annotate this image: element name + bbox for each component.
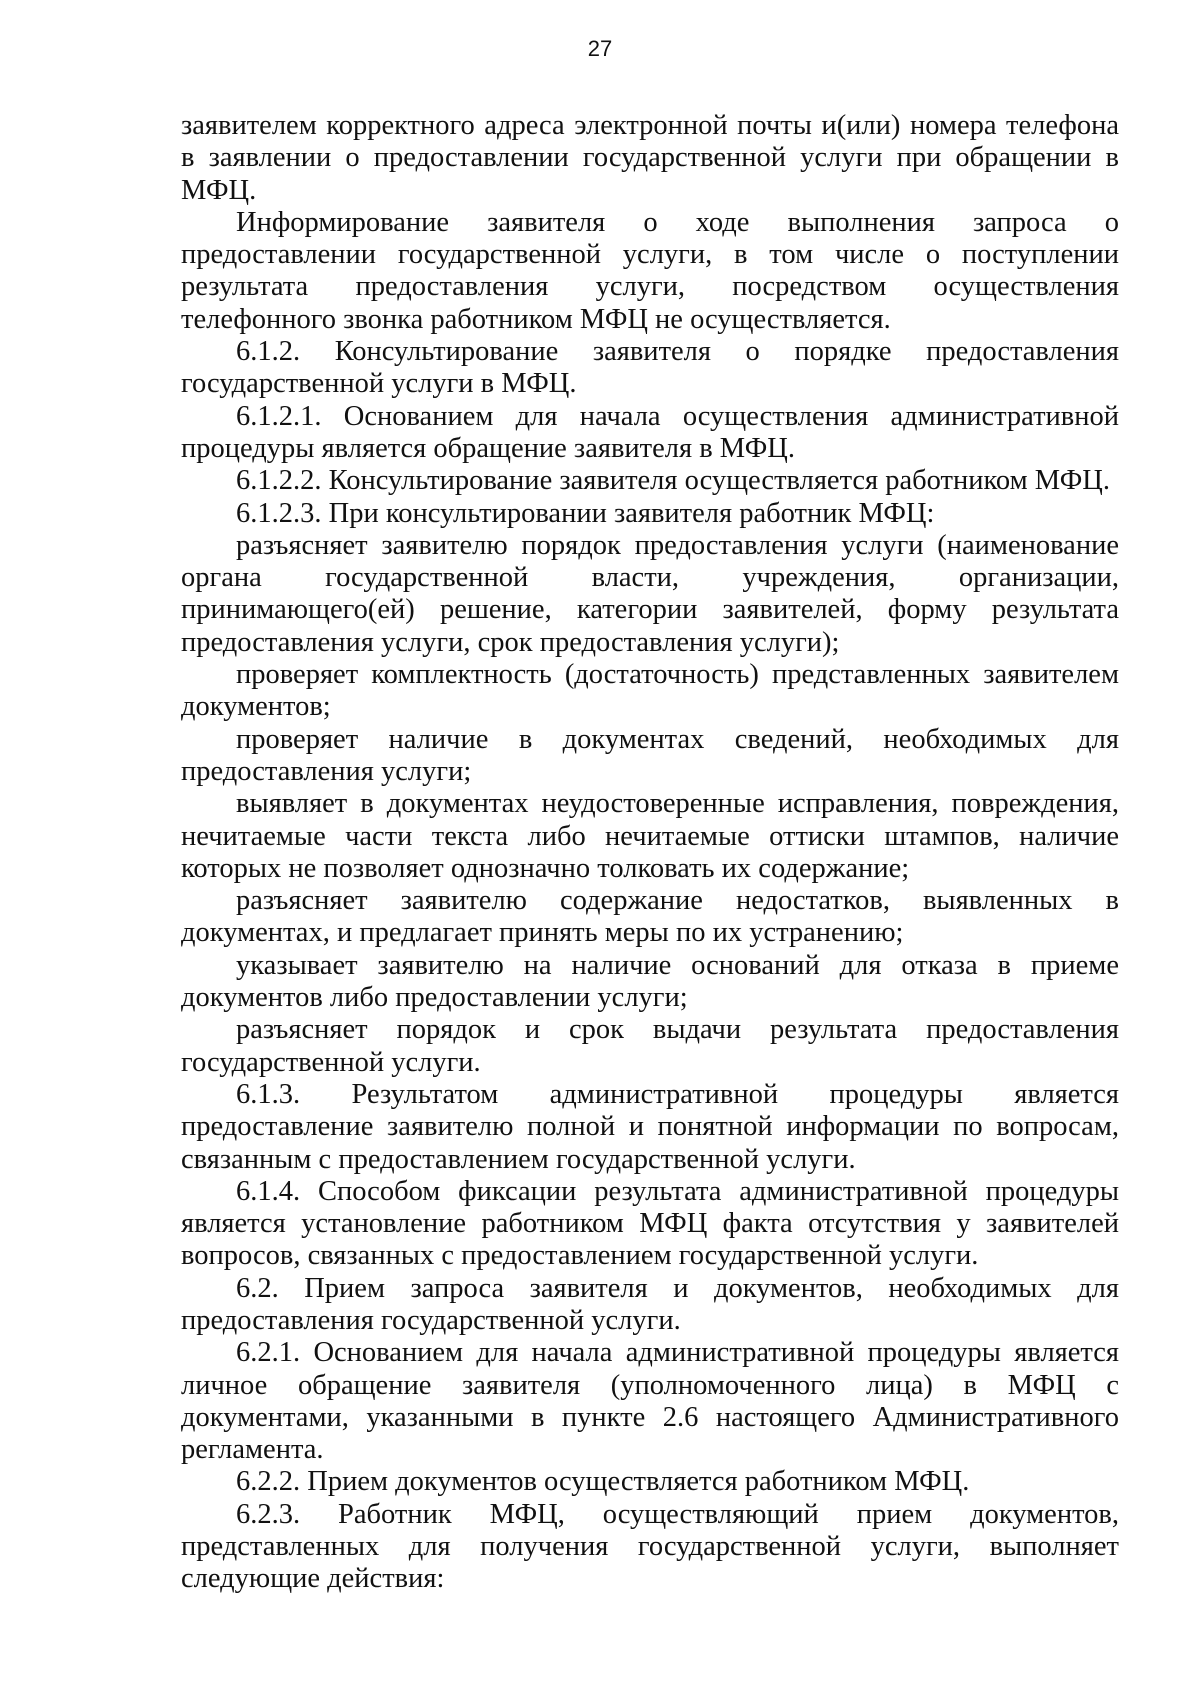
paragraph: разъясняет заявителю содержание недостатков, выявленных в документах, и предлагает принять меры по их устранению; [181, 885, 1119, 949]
document-body [181, 110, 1119, 1596]
paragraph: 6.1.2.1. Основанием для начала осуществления административной процедуры является обращение заявителя в МФЦ. [181, 400, 1119, 464]
paragraph: проверяет комплектность (достаточность) представленных заявителем документов; [181, 659, 1119, 723]
paragraph: 6.1.2.2. Консультирование заявителя осуществляется работником МФЦ. [236, 465, 1110, 497]
paragraph: 6.2.3. Работник МФЦ, осуществляющий прием документов, представленных для получения государственной услуги, выполняет следующие действия: [181, 1498, 1119, 1595]
paragraph: 6.2. Прием запроса заявителя и документов, необходимых для предоставления государственной услуги. [181, 1272, 1119, 1336]
paragraph: указывает заявителю на наличие оснований для отказа в приеме документов либо предоставлении услуги; [181, 949, 1119, 1014]
paragraph: 6.1.3. Результатом административной процедуры является предоставление заявителю полной и понятной информации по вопросам, связанным с предоставлением государственной услуги. [181, 1078, 1119, 1175]
paragraph: 6.2.1. Основанием для начала административной процедуры является личное обращение заявителя (уполномоченного лица) в МФЦ с документами, указанными в пункте 2.6 настоящего Административного регламента. [181, 1337, 1119, 1466]
paragraph: Информирование заявителя о ходе выполнения запроса о предоставлении государственной услуги, в том числе о поступлении результата предоставления услуги, посредством осуществления телефонного звонка работником МФЦ не осуществляется. [181, 206, 1119, 335]
paragraph: разъясняет порядок и срок выдачи результата предоставления государственной услуги. [181, 1014, 1119, 1078]
paragraph: выявляет в документах неудостоверенные исправления, повреждения, нечитаемые части текста либо нечитаемые оттиски штампов, наличие которых не позволяет однозначно толковать их содержание; [181, 788, 1119, 884]
paragraph: проверяет наличие в документах сведений, необходимых для предоставления услуги; [181, 723, 1119, 787]
paragraph: разъясняет заявителю порядок предоставления услуги (наименование органа государственной власти, учреждения, организации, принимающего(ей) решение, категории заявителей, форму результата предоставления услуги, срок предоставления услуги); [181, 529, 1119, 658]
paragraph: 6.1.2. Консультирование заявителя о порядке предоставления государственной услуги в МФЦ. [181, 336, 1119, 400]
paragraph: 6.1.2.3. При консультировании заявителя работник МФЦ: [236, 497, 935, 529]
paragraph: 6.1.4. Способом фиксации результата административной процедуры является установление работником МФЦ факта отсутствия у заявителей вопросов, связанных с предоставлением государственной услуги. [181, 1175, 1119, 1272]
paragraph: заявителем корректного адреса электронной почты и(или) номера телефона в заявлении о предоставлении государственной услуги при обращении в МФЦ. [181, 110, 1119, 206]
paragraph: 6.2.2. Прием документов осуществляется работником МФЦ. [236, 1466, 970, 1498]
page-number: 27 [587, 36, 613, 61]
